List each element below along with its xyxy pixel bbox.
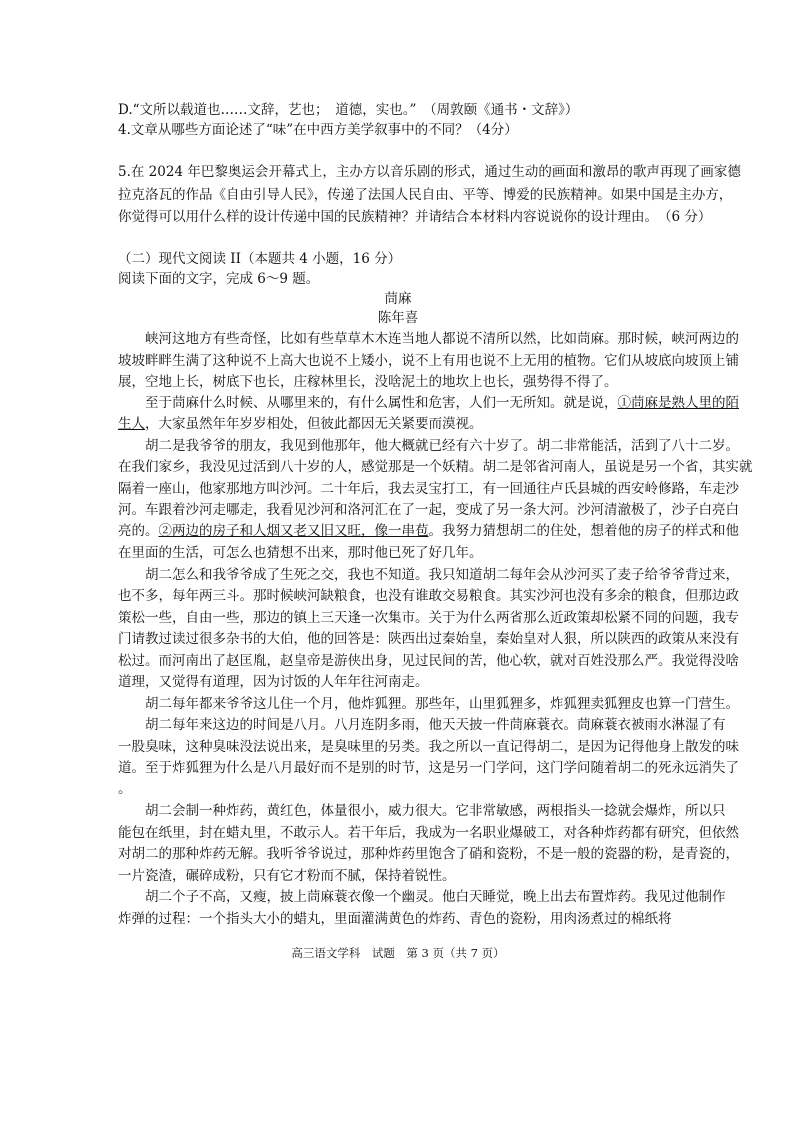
article-title: 茼麻	[384, 291, 412, 307]
question-5-line: 拉克洛瓦的作品《自由引导人民》，传递了法国人民自由、平等、博爱的民族精神。如果中国是主办方，	[118, 187, 733, 203]
paragraph-text: ，大家虽然年年岁岁相处，但彼此都因无关紧要而漠视。	[145, 416, 483, 432]
paragraph-line: 能包在纸里，封在蜡丸里，不敢示人。若干年后，我成为一名职业爆破工，对各种炸药都有研究，但依然	[118, 825, 739, 841]
section-instruction: 阅读下面的文字，完成 6～9 题。	[118, 271, 320, 287]
question-3-option-d: D.“文所以载道也……文辞，艺也； 道德，实也。” （周敦颐《通书・文辞》）	[118, 102, 579, 118]
paragraph-text: 亮的。	[118, 523, 159, 539]
paragraph-line: 在里面的生活，可怎么也猜想不出来，那时他已死了好几年。	[118, 545, 483, 561]
paragraph-line	[118, 415, 678, 433]
section-heading: （二）现代文阅读 II（本题共 4 小题，16 分）	[118, 251, 402, 267]
paragraph-line	[118, 394, 739, 412]
question-5-line: 5.在 2024 年巴黎奥运会开幕式上，主办方以音乐剧的形式，通过生动的画面和激昂的歌声再现了画家德	[118, 164, 741, 180]
underlined-sentence-1-end: 生人	[118, 416, 145, 432]
paragraph-line: 河。车跟着沙河走哪走，我看见沙河和洛河汇在了一起，变成了另一条大河。沙河清澈极了，沙子白亮白	[118, 502, 739, 518]
article-author: 陈年喜	[377, 310, 419, 326]
paragraph-line: 松过。而河南出了赵匡胤，赵皇帝是游侠出身，见过民间的苦，他心软，就对百姓没那么严。我觉得没啥	[118, 653, 739, 669]
paragraph-line: 胡二怎么和我爷爷成了生死之交，我也不知道。我只知道胡二每年会从沙河买了麦子给爷爷背过来，	[145, 567, 739, 583]
paragraph-line: 道理，又觉得有道理，因为讨饭的人年年往河南走。	[118, 674, 429, 690]
paragraph-line: 展，空地上长，树底下也长，庄稼林里长，没啥泥土的地坎上也长，强势得不得了。	[118, 374, 618, 390]
paragraph-line: 胡二会制一种炸药，黄红色，体量很小，威力很大。它非常敏感，两根指头一捻就会爆炸，所以只	[145, 803, 726, 819]
paragraph-line: 炸弹的过程：一个指头大小的蜡丸，里面灌满黄色的炸药、青色的瓷粉，用肉汤煮过的棉纸将	[118, 911, 672, 927]
paragraph-line: 对胡二的那种炸药无解。我听爷爷说过，那种炸药里饱含了硝和瓷粉，不是一般的瓷器的粉，是青瓷的，	[118, 846, 739, 862]
paragraph-line	[118, 522, 739, 540]
question-5-line: 你觉得可以用什么样的设计传递中国的民族精神？并请结合本材料内容说说你的设计理由。 （6 分）	[118, 209, 712, 225]
paragraph-text: 至于茼麻什么时候、从哪里来的，有什么属性和危害，人们一无所知。就是说，	[145, 395, 618, 411]
paragraph-line: 策松一些，自由一些，那边的镇上三天逢一次集市。关于为什么两省那么近政策却松紧不同的问题，我专	[118, 610, 739, 626]
paragraph-line: 门请教过读过很多杂书的大伯，他的回答是：陕西出过秦始皇，秦始皇对人狠，所以陕西的政策从来没有	[118, 631, 739, 647]
paragraph-line: 坡坡畔畔生满了这种说不上高大也说不上矮小，说不上有用也说不上无用的植物。它们从坡底向坡顶上铺	[118, 353, 739, 369]
paragraph-line: 胡二每年来这边的时间是八月。八月连阴多雨，他天天披一件茼麻蓑衣。茼麻蓑衣被雨水淋湿了有	[145, 717, 726, 733]
underlined-sentence-1: ①茼麻是熟人里的陌	[617, 395, 739, 411]
paragraph-line: 胡二每年都来爷爷这儿住一个月，他炸狐狸。那些年，山里狐狸多，炸狐狸卖狐狸皮也算一门营生。	[145, 696, 739, 712]
question-4: 4.文章从哪些方面论述了“味”在中西方美学叙事中的不同？（4分）	[118, 122, 518, 138]
underlined-sentence-2: ②两边的房子和人烟又老又旧又旺，像一串苞	[158, 523, 429, 539]
page-footer: 高三语文学科 试题 第 3 页（共 7 页）	[291, 946, 505, 960]
paragraph-line: 胡二是我爷爷的朋友，我见到他那年，他大概就已经有六十岁了。胡二非常能活，活到了八十二岁。	[145, 438, 739, 454]
paragraph-text: 。我努力猜想胡二的住处，想着他的房子的样式和他	[428, 523, 739, 539]
paragraph-line: 也不多，每年两三斗。那时候峡河缺粮食，也没有谁敢交易粮食。其实沙河也没有多余的粮食，但那边政	[118, 588, 739, 604]
paragraph-line: 道。至于炸狐狸为什么是八月最好而不是别的时节，这是另一门学问，这门学问随着胡二的死永远消失了	[118, 760, 739, 776]
paragraph-line: 。	[118, 781, 132, 797]
paragraph-line: 在我们家乡，我没见过活到八十岁的人，感觉那是一个妖精。胡二是邻省河南人，虽说是另一个省，其实就	[118, 459, 753, 475]
paragraph-line: 一片瓷渣，碾碎成粉，只有它才粉而不腻，保持着锐性。	[118, 868, 456, 884]
paragraph-line: 隔着一座山，他家那地方叫沙河。二十年后，我去灵宝打工，有一回通往卢氏县城的西安岭修路，车走沙	[118, 481, 739, 497]
paragraph-line: 一股臭味，这种臭味没法说出来，是臭味里的另类。我之所以一直记得胡二，是因为记得他身上散发的味	[118, 739, 739, 755]
paragraph-line: 峡河这地方有些奇怪，比如有些草草木木连当地人都说不清所以然，比如茼麻。那时候，峡河两边的	[145, 331, 739, 347]
paragraph-line: 胡二个子不高，又瘦，披上茼麻蓑衣像一个幽灵。他白天睡觉，晚上出去布置炸药。我见过他制作	[145, 889, 726, 905]
